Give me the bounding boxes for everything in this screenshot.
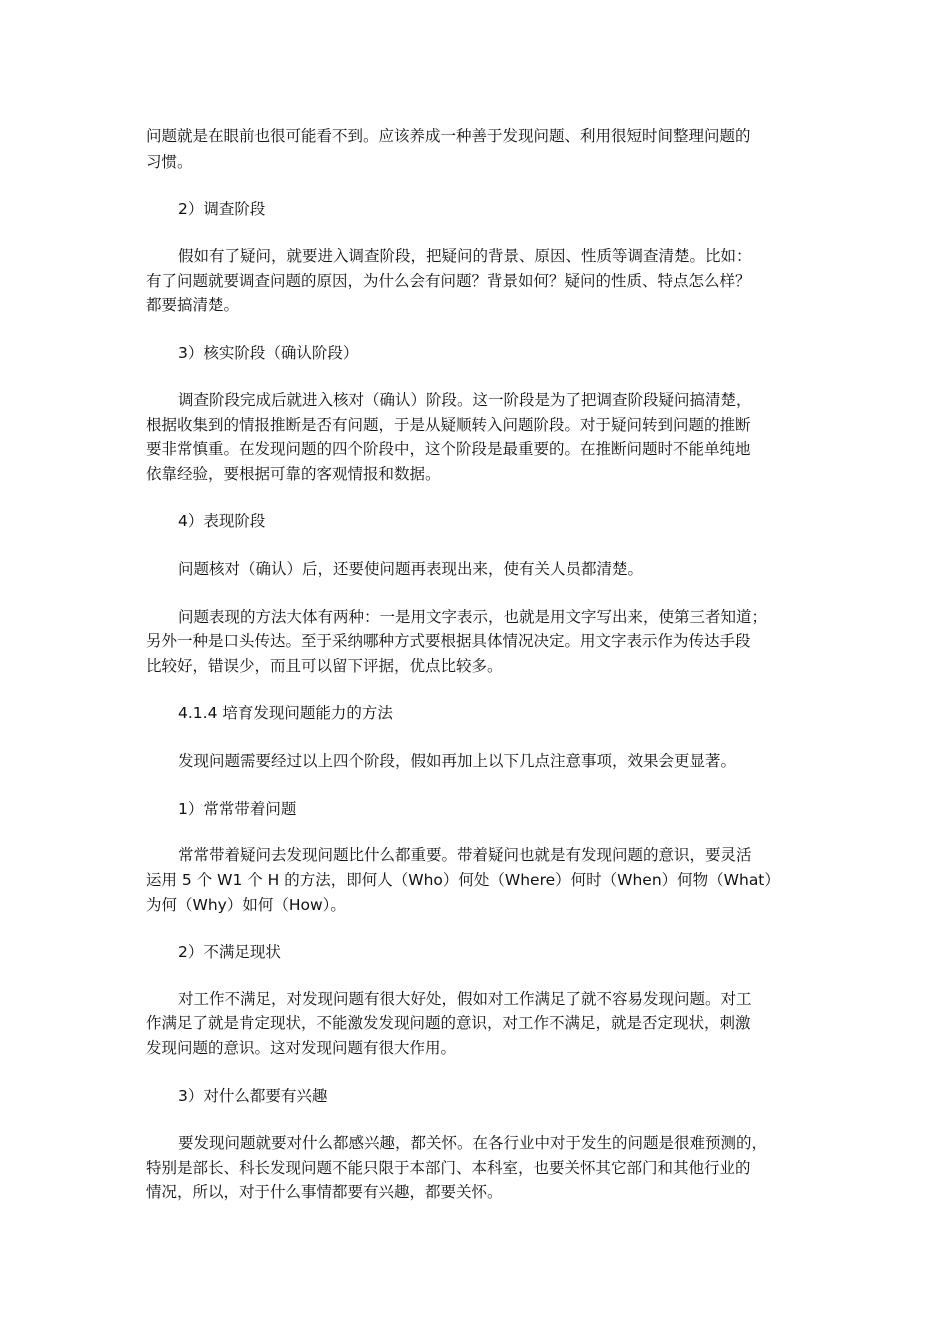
body-text-line: 根据收集到的情报推断是否有问题，于是从疑顺转入问题阶段。对于疑问转到问题的推断	[146, 416, 751, 434]
body-text-line: 另外一种是口头传达。至于采纳哪种方式要根据具体情况决定。用文字表示作为传达手段	[146, 632, 751, 650]
body-text-line: 要发现问题就要对什么都感兴趣，都关怀。在各行业中对于发生的问题是很难预测的，	[178, 1134, 768, 1152]
body-text-line: 发现问题需要经过以上四个阶段，假如再加上以下几点注意事项，效果会更显著。	[178, 752, 737, 770]
subsection-heading: 4.1.4 培育发现问题能力的方法	[178, 704, 393, 722]
body-text-line: 有了问题就要调查问题的原因，为什么会有问题？背景如何？疑问的性质、特点怎么样？	[146, 272, 751, 290]
body-text-line: 特别是部长、科长发现问题不能只限于本部门、本科室，也要关怀其它部门和其他行业的	[146, 1159, 751, 1177]
body-text-line: 作满足了就是肯定现状，不能激发发现问题的意识，对工作不满足，就是否定现状，刺激	[146, 1014, 751, 1032]
body-text-line: 问题核对（确认）后，还要使问题再表现出来，使有关人员都清楚。	[178, 560, 644, 578]
body-text-line: 情况，所以，对于什么事情都要有兴趣，都要关怀。	[146, 1183, 503, 1201]
section-heading: 3）核实阶段（确认阶段）	[178, 344, 359, 362]
body-text-line: 为何（Why）如何（How）。	[146, 896, 346, 914]
section-heading: 3）对什么都要有兴趣	[178, 1087, 328, 1105]
body-text-line: 常常带着疑问去发现问题比什么都重要。带着疑问也就是有发现问题的意识，要灵活	[178, 846, 752, 864]
section-heading: 4）表现阶段	[178, 512, 266, 530]
body-text-line: 比较好，错误少，而且可以留下评据，优点比较多。	[146, 657, 503, 675]
section-heading: 1）常常带着问题	[178, 800, 297, 818]
body-text-line: 问题表现的方法大体有两种：一是用文字表示，也就是用文字写出来，使第三者知道；	[178, 608, 768, 626]
body-text-line: 调查阶段完成后就进入核对（确认）阶段。这一阶段是为了把调查阶段疑问搞清楚，	[178, 391, 752, 409]
body-text-line: 问题就是在眼前也很可能看不到。应该养成一种善于发现问题、利用很短时间整理问题的	[146, 127, 751, 145]
body-text-line: 对工作不满足，对发现问题有很大好处，假如对工作满足了就不容易发现问题。对工	[178, 990, 752, 1008]
body-text-line: 都要搞清楚。	[146, 296, 240, 314]
body-text-line: 习惯。	[146, 153, 193, 171]
section-heading: 2）调查阶段	[178, 200, 266, 218]
section-heading: 2）不满足现状	[178, 943, 281, 961]
body-text-line: 运用 5 个 W1 个 H 的方法，即何人（Who）何处（Where）何时（When）何物（What）	[146, 871, 780, 889]
body-text-line: 假如有了疑问，就要进入调查阶段，把疑问的背景、原因、性质等调查清楚。比如：	[178, 247, 752, 265]
body-text-line: 发现问题的意识。这对发现问题有很大作用。	[146, 1039, 457, 1057]
body-text-line: 要非常慎重。在发现问题的四个阶段中，这个阶段是最重要的。在推断问题时不能单纯地	[146, 440, 751, 458]
body-text-line: 依靠经验，要根据可靠的客观情报和数据。	[146, 465, 441, 483]
